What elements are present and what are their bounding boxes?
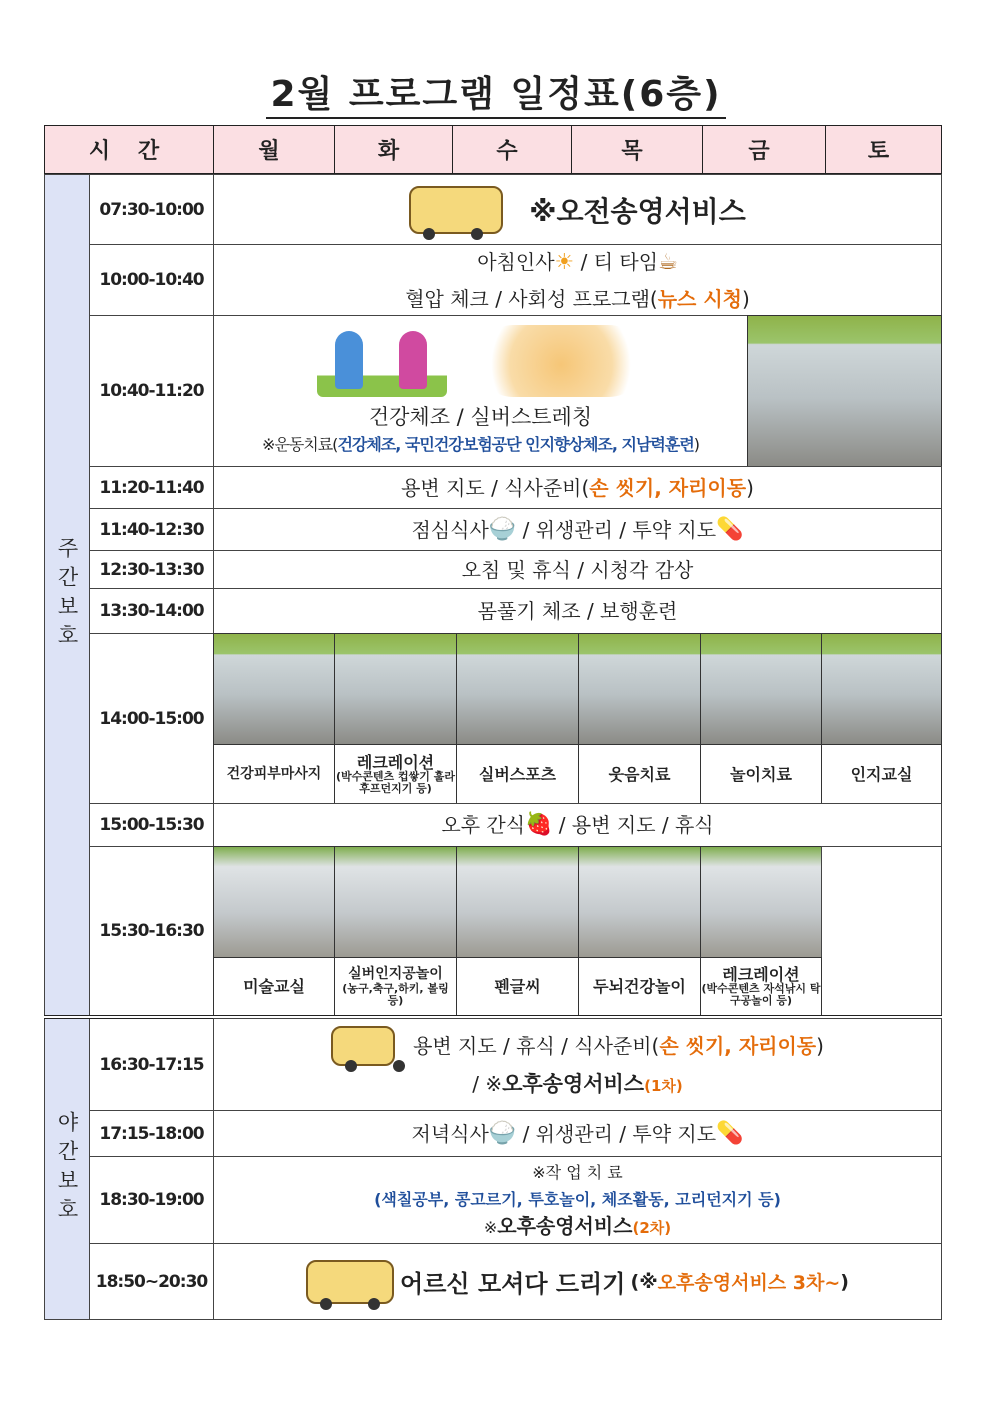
row-take-home: 어르신 모셔다 드리기 (※ 오후송영서비스 3차~ ) [213, 1243, 942, 1320]
time-slot: 07:30-10:00 [89, 174, 214, 245]
row-morning-greeting: 아침인사☀ / 티 타임☕ 혈압 체크 / 사회성 프로그램(뉴스 시청) [213, 244, 942, 316]
pill-icon: 💊 [716, 1120, 744, 1146]
activity-caption: 놀이치료 [700, 744, 822, 804]
time-slot: 18:30-19:00 [89, 1156, 214, 1244]
sun-icon: ☀ [554, 249, 575, 275]
time-slot: 12:30-13:30 [89, 550, 214, 589]
bus-icon [409, 186, 503, 234]
activity-caption: 펜글씨 [456, 957, 579, 1016]
time-slot: 15:00-15:30 [89, 803, 214, 847]
header-fri: 금 [702, 125, 826, 174]
header-sat: 토 [825, 125, 942, 174]
time-slot: 13:30-14:00 [89, 588, 214, 634]
activity-caption: 건강피부마사지 [213, 744, 335, 804]
row-toilet-meal-prep: 용변 지도 / 식사준비( 손 씻기, 자리이동 ) [213, 466, 942, 509]
header-wed: 수 [452, 125, 572, 174]
activity-caption: 미술교실 [213, 957, 335, 1016]
header-mon: 월 [213, 125, 335, 174]
time-slot: 10:00-10:40 [89, 244, 214, 316]
activity-caption: 웃음치료 [578, 744, 701, 804]
activity-caption: 인지교실 [821, 744, 942, 804]
header-time: 시 간 [44, 125, 214, 174]
time-slot: 15:30-16:30 [89, 846, 214, 1016]
row-morning-shuttle: ※오전송영서비스 [213, 174, 942, 245]
row-occupational-therapy: ※작 업 치 료 (색칠공부, 콩고르기, 투호놀이, 체조활동, 고리던지기 등) ※오후송영서비스(2차) [213, 1156, 942, 1244]
activity-photo [334, 846, 457, 958]
activity-caption: 레크레이션 (박수콘텐츠 자석낚시 탁구공놀이 등) [700, 957, 822, 1016]
activity-caption: 실버인지공놀이 (농구,축구,하키, 볼링 등) [334, 957, 457, 1016]
time-slot: 10:40-11:20 [89, 315, 214, 467]
section-day-care: 주간보호 [44, 174, 90, 1016]
activity-caption: 실버스포츠 [456, 744, 579, 804]
rice-bowl-icon: 🍚 [488, 516, 517, 542]
page-title: 2월 프로그램 일정표(6층) [0, 66, 992, 117]
row-warmup: 몸풀기 체조 / 보행훈련 [213, 588, 942, 634]
header-tue: 화 [334, 125, 453, 174]
row-lunch: 점심식사 🍚 / 위생관리 / 투약 지도 💊 [213, 508, 942, 551]
activity-photo [213, 846, 335, 958]
strawberry-icon: 🍓 [525, 812, 553, 837]
activity-photo [334, 633, 457, 745]
activity-photo [700, 846, 822, 958]
time-slot: 17:15-18:00 [89, 1110, 214, 1157]
time-slot: 18:50~20:30 [89, 1243, 214, 1320]
row-exercise: 건강체조 / 실버스트레칭 ※운동치료(건강체조, 국민건강보험공단 인지향상체조, 지남력훈련) [213, 315, 748, 467]
time-slot: 16:30-17:15 [89, 1018, 214, 1111]
bus-icon [331, 1026, 395, 1066]
activity-photo [821, 633, 942, 745]
pill-icon: 💊 [716, 516, 744, 542]
activity-photo [578, 633, 701, 745]
section-night-care: 야간보호 [44, 1018, 90, 1320]
activity-photo [700, 633, 822, 745]
activity-photo [456, 633, 579, 745]
header-thu: 목 [571, 125, 703, 174]
row-nap: 오침 및 휴식 / 시청각 감상 [213, 550, 942, 589]
activity-photo [578, 846, 701, 958]
empty-cell [821, 846, 942, 1016]
time-slot: 11:20-11:40 [89, 466, 214, 509]
row-evening-prep: 용변 지도 / 휴식 / 식사준비( 손 씻기, 자리이동 ) / ※오후송영서비스(1차) [213, 1018, 942, 1111]
activity-caption: 레크레이션 (박수콘텐츠 컵쌓기 훌라후프던지기 등) [334, 744, 457, 804]
stretching-illustration [477, 325, 645, 397]
time-slot: 11:40-12:30 [89, 508, 214, 551]
rice-bowl-icon: 🍚 [488, 1120, 517, 1146]
bus-icon [306, 1260, 394, 1304]
time-slot: 14:00-15:00 [89, 633, 214, 804]
activity-photo [213, 633, 335, 745]
exercise-illustration [317, 325, 447, 397]
activity-caption: 두뇌건강놀이 [578, 957, 701, 1016]
tea-icon: ☕ [658, 249, 678, 275]
exercise-photo [747, 315, 942, 467]
row-dinner: 저녁식사 🍚 / 위생관리 / 투약 지도 💊 [213, 1110, 942, 1157]
activity-photo [456, 846, 579, 958]
row-afternoon-snack: 오후 간식 🍓 / 용변 지도 / 휴식 [213, 803, 942, 847]
